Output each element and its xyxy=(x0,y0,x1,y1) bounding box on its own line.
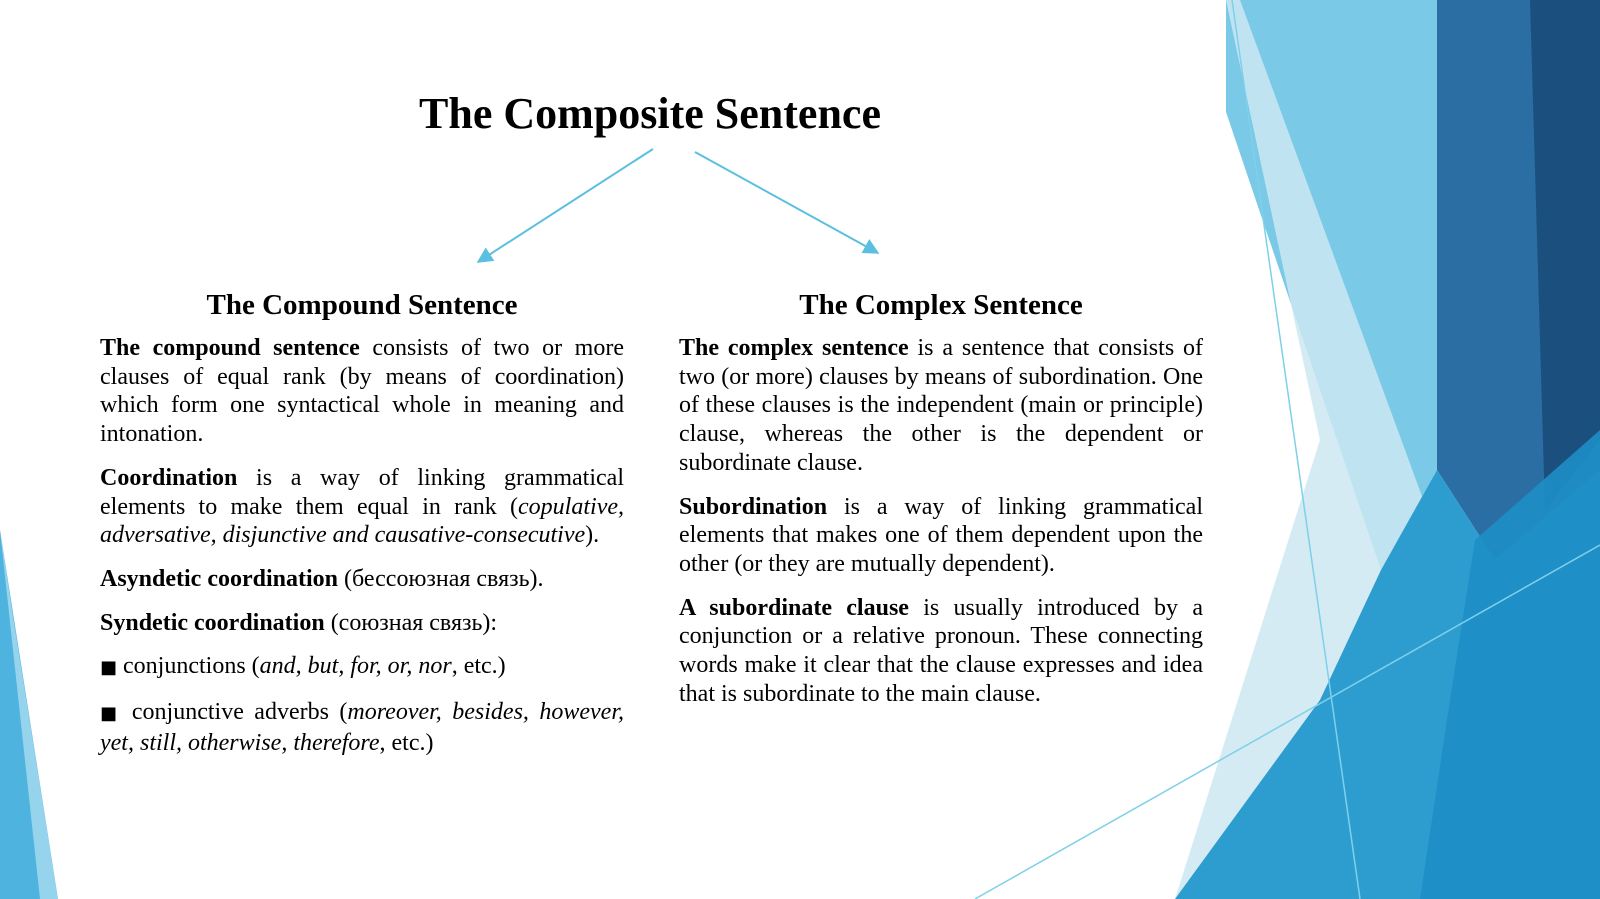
facet-left xyxy=(0,530,58,899)
coordination-definition xyxy=(100,464,624,550)
complex-definition xyxy=(679,334,1203,478)
asyndetic-coordination xyxy=(100,565,624,594)
bullet-conjunctions xyxy=(100,652,624,683)
text: is usually introduced by a conjunction or a relative pronoun. These connecting words make it clear that the clause expresses and idea that is subordinate to the main clause. xyxy=(679,594,1203,707)
arrow-right xyxy=(695,152,878,253)
text: conjunctive adverbs ( xyxy=(121,699,348,726)
square-bullet-icon: ■ xyxy=(100,703,122,725)
slide-title: The Composite Sentence xyxy=(419,89,881,138)
text: is a sentence that consists of two (or more) clauses by means of subordination. One of these clauses is the independent (main or principle) clause, whereas the other is the dependent or subordinate clause. xyxy=(679,335,1203,476)
subordinate-clause-definition xyxy=(679,594,1203,709)
text: , etc.) xyxy=(451,653,506,680)
compound-heading: The Compound Sentence xyxy=(206,289,518,321)
text: is a way of linking grammatical elements to make them equal in rank ( xyxy=(100,464,624,520)
text: (бессоюзная связь). xyxy=(338,565,544,592)
term: Subordination xyxy=(679,493,828,520)
term: The compound sentence xyxy=(100,335,360,361)
bullet-conjunctive-adverbs xyxy=(100,698,624,757)
text: consists of two or more clauses of equal rank (by means of coordination) which form one syntactical whole in meaning and intonation. xyxy=(100,335,624,448)
subordination-definition xyxy=(679,493,1203,579)
text: ). xyxy=(585,522,600,549)
complex-column xyxy=(679,288,1203,723)
square-bullet-icon: ■ xyxy=(100,657,118,679)
arrow-left xyxy=(478,149,653,262)
complex-heading: The Complex Sentence xyxy=(799,289,1083,321)
text: conjunctions ( xyxy=(117,653,260,680)
examples: moreover, besides, however, yet, still, otherwise, therefore xyxy=(100,699,624,756)
term: Asyndetic coordination xyxy=(100,565,339,592)
text: , etc.) xyxy=(379,729,434,756)
text: (союзная связь): xyxy=(324,609,498,636)
term: The complex sentence xyxy=(679,335,909,361)
compound-column xyxy=(100,288,624,772)
compound-definition xyxy=(100,334,624,449)
term: A subordinate clause xyxy=(679,594,909,621)
coordination-kinds: copulative, adversative, disjunctive and causative-consecutive xyxy=(100,493,624,549)
text: is a way of linking grammatical elements that makes one of them dependent upon the other (or they are mutually dependent). xyxy=(679,493,1203,577)
examples: and, but, for, or, nor xyxy=(259,653,452,680)
term: Coordination xyxy=(100,464,238,491)
term: Syndetic coordination xyxy=(100,609,325,636)
syndetic-coordination xyxy=(100,609,624,638)
